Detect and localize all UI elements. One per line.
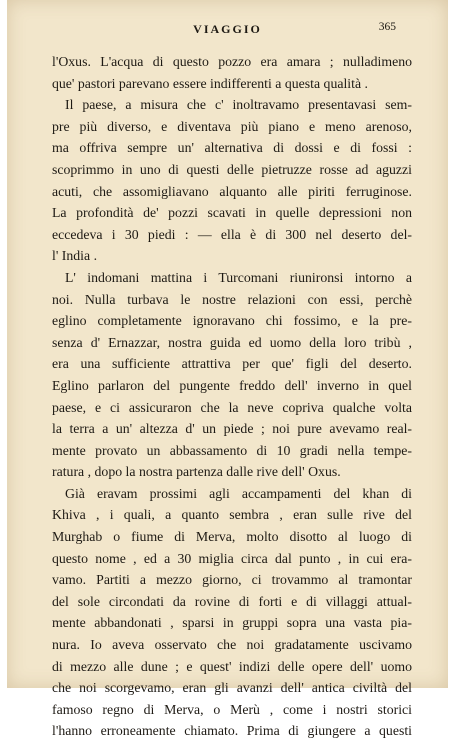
book-page [7,0,448,739]
text-line: Murghab o fiume di Merva, molto disotto al luogo di [52,529,412,545]
text-line: Già eravam prossimi agli accampamenti del khan di [65,485,412,501]
text-line: Khiva , i quali, a quanto sembra , eran sulle rive del [52,507,412,523]
text-line: famoso regno di Merva, o Merù , come i nostri storici [52,701,412,717]
text-line: la terra a un' altezza d' un piede ; noi pure avevamo real- [52,421,412,437]
text-line: del sole circondati da rovine di forti e di villaggi attual- [52,593,412,609]
running-head-title: VIAGGIO [193,22,262,36]
page-number: 365 [378,21,396,33]
text-line: eglino completamente ignoravano chi fossimo, e la pre- [52,313,412,329]
text-line: paese, e ci assicuraron che la neve copriva qualche volta [52,399,412,415]
text-line: que' pastori parevano essere indifferenti a questa qualità . [52,75,368,91]
text-line: acuti, che assomigliavano alquanto alle piriti ferruginose. [52,183,412,199]
text-line: L' indomani mattina i Turcomani riunironsi intorno a [65,269,412,285]
text-line: noi. Nulla turbava le nostre relazioni con essi, perchè [52,291,412,307]
text-line: mente provato un abbassamento di 10 gradi nella tempe- [52,442,412,458]
text-line: eccedeva i 30 piedi : — ella è di 300 nel deserto del- [52,226,412,242]
text-line: era una sufficiente attrattiva per que' figli del deserto. [52,356,412,372]
text-line: La profondità de' pozzi scavati in quelle depressioni non [52,205,412,221]
text-line: vamo. Partiti a mezzo giorno, ci trovammo al tramontar [52,572,412,588]
text-line: Eglino parlaron del pungente freddo dell' inverno in quel [52,377,412,393]
text-line: mente abbandonati , sparsi in gruppi sopra una vasta pia- [52,615,412,631]
text-line: scoprimmo in uno di questi delle pietruzze rosse ad aguzzi [52,161,412,177]
text-line: l'Oxus. L'acqua di questo pozzo era amara ; nulladimeno [52,54,412,69]
text-line: che noi scorgevamo, eran gli avanzi dell' antica civiltà del [52,680,412,696]
body-text [52,51,412,742]
text-line: l'hanno erroneamente chiamato. Prima di giungere a questi [52,723,412,739]
text-line: senza d' Ernazzar, nostra guida ed uomo della loro tribù , [52,334,412,350]
text-line: pre più diverso, e diventava più piano e meno arenoso, [52,118,412,134]
text-line: l' India . [52,248,98,264]
text-line: nura. Io aveva osservato che noi gradatamente uscivamo [52,637,412,653]
text-line: Il paese, a misura che c' inoltravamo presentavasi sem- [65,97,412,113]
text-line: ratura , dopo la nostra partenza dalle rive dell' Oxus. [52,464,341,480]
text-line: questo nome , ed a 30 miglia circa dal punto , in cui era- [52,550,412,566]
text-line: di mezzo alle dune ; e quest' indizi delle opere dell' uomo [52,658,412,674]
running-head [7,22,448,38]
text-line: ma offriva sempre un' alternativa di dossi e di fossi : [52,140,412,156]
